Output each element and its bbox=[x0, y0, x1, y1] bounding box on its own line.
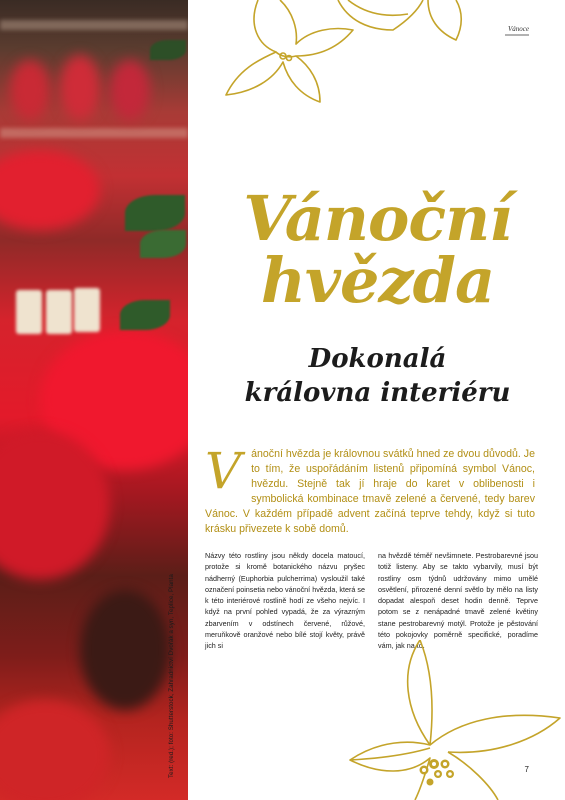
section-label: Vánoce bbox=[508, 25, 529, 33]
photo-shelf bbox=[0, 20, 188, 30]
intro-text: ánoční hvězda je královnou svátků hned ze dvou důvodů. Je to tím, že uspořádáním listenů připomíná symbol Vánoc, hvězdu. Stejně tak jí hraje do karet v oblibenosti i symbolická kombinace tmavě zelené a červené, tedy barev Vánoc. V každém případě advent začíná teprve tehdy, když si tuto krásku přivezete k sobě domů. bbox=[205, 448, 535, 535]
photo-pot bbox=[46, 290, 72, 334]
photo-blob bbox=[110, 60, 150, 120]
title-line-2: hvězda bbox=[260, 244, 495, 317]
intro-paragraph bbox=[205, 442, 535, 537]
photo-leaf bbox=[120, 300, 170, 330]
body-column-2: na hvězdě téměř nevšimnete. Pestrobarevné jsou totiž listeny. Aby se takto vybarvily, musí být rostliny osm týdnů udržovány mimo umělé osvětlení, přirozené denní světlo by mělo na listy dopadat alespoň deset hodin denně. Teprve potom se z nenápadné tmavě zelené květiny stane pestrobarevný motýl. Protože je pěstování této pokojovky poměrně specifické, poradíme vám, jak na to. bbox=[378, 551, 538, 651]
poinsettia-outline-bottom-icon bbox=[330, 640, 565, 800]
page-subtitle bbox=[205, 342, 550, 410]
subtitle-line-1: Dokonalá bbox=[308, 344, 447, 374]
section-underline-icon bbox=[505, 34, 529, 36]
photo-blob bbox=[0, 700, 110, 800]
page-number: 7 bbox=[524, 765, 529, 774]
body-column-1: Názvy této rostliny jsou někdy docela matoucí, protože si kromě botanického názvu pryšec nádherný (Euphorbia pulcherrima) vysloužil také označení poinsetia nebo vánoční hvězda, která se k této interiérové rostlině hodí ze všeho nejvíc. I když na první pohled vypadá, že za výrazným zbarvením v odstínech červené, růžové, meruňkově oranžové nebo bílé stojí květy, právě jich si bbox=[205, 551, 365, 651]
poinsettia-outline-top-icon bbox=[188, 0, 565, 110]
poinsettia-photo bbox=[0, 0, 188, 800]
photo-leaf bbox=[140, 230, 186, 258]
photo-blob bbox=[80, 590, 170, 710]
drop-cap: V bbox=[205, 442, 242, 500]
photo-leaf bbox=[150, 40, 186, 60]
photo-leaf bbox=[125, 195, 185, 231]
photo-blob bbox=[10, 60, 50, 120]
subtitle-line-2: královna interiéru bbox=[244, 378, 511, 408]
photo-blob bbox=[60, 55, 100, 120]
photo-pot bbox=[16, 290, 42, 334]
photo-blob bbox=[0, 150, 100, 230]
photo-shelf bbox=[0, 128, 188, 138]
photo-credit: Text: (red.); foto: Shutterstock, Zahradnictví Dvořák a syn, Teplice, Planta bbox=[168, 574, 175, 778]
photo-pot bbox=[74, 288, 100, 332]
page-title bbox=[205, 182, 550, 317]
title-line-1: Vánoční bbox=[243, 182, 512, 255]
